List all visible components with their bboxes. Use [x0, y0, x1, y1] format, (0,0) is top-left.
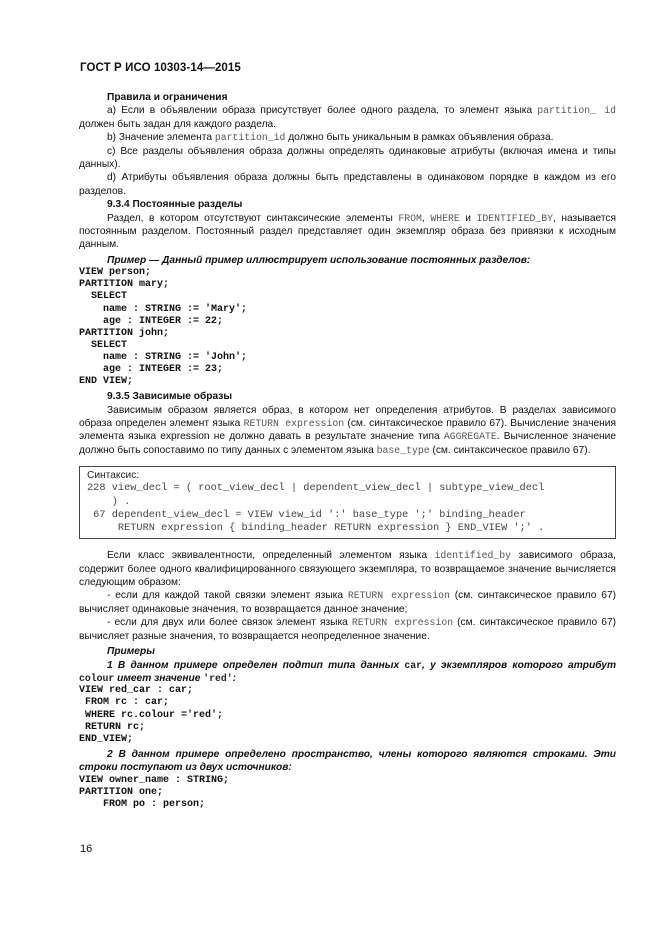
equivalence-text: Если класс эквивалентности, определенный элементом языка identified_by зависимого образа, содержит более одного квалифицированного связующего экземпляра, то возвращаемое значение вычисляется следующим образом: [79, 550, 616, 589]
example-1-caption: 1 В данном примере определен подтип типа данных car, у экземпляров которого атрибут colour имеет значение 'red': [79, 659, 616, 684]
examples-title: Примеры [107, 646, 155, 658]
bullet-same-values: - если для каждой такой связки элемент языка RETURN expression (см. синтаксическое правило 67) вычисляет одинаковые значения, то возвращается данное значение; [79, 590, 616, 615]
syntax-line: 67 dependent_view_decl = VIEW view_id ':' base_type ';' binding_header [87, 508, 526, 521]
syntax-box [79, 466, 616, 539]
page-content [79, 91, 616, 811]
bullet-different-values: - если для двух или более связок элемент языка RETURN expression (см. синтаксическое правило 67) вычисляет разные значения, то возвращается неопределенное значение. [79, 617, 617, 642]
code-example-owner-name: VIEW owner_name : STRING; PARTITION one; FROM po : person; [79, 774, 230, 810]
rule-c: c) Все разделы объявления образа должны определять одинаковые атрибуты (включая имена и типы данных). [79, 145, 616, 171]
syntax-line: ) . [87, 495, 131, 508]
rule-a: a) Если в объявлении образа присутствует более одного раздела, то элемент языка partition_ id должен быть задан для каждого раздела. [79, 105, 616, 130]
example-2-caption: 2 В данном примере определено пространство, члены которого являются строками. Эти строки поступают из двух источников: [79, 748, 616, 774]
syntax-line: RETURN expression { binding_header RETURN expression } END_VIEW ';' . [87, 522, 545, 535]
code-example-persistent: VIEW person; PARTITION mary; SELECT name : STRING := 'Mary'; age : INTEGER := 22; PARTITION john; SELECT name : STRING := 'John'; age : INTEGER := 23; END VIEW; [79, 267, 248, 388]
syntax-label: Синтаксис: [87, 470, 140, 482]
rule-d: d) Атрибуты объявления образа должны быть представлены в одинаковом порядке в каждом из его разделов. [79, 172, 616, 197]
syntax-line: 228 view_decl = ( root_view_decl | dependent_view_decl | subtype_view_decl [87, 482, 545, 495]
example-caption: Пример — Данный пример иллюстрирует использование постоянных разделов: [107, 254, 531, 266]
page-header: ГОСТ Р ИСО 10303-14—2015 [80, 62, 241, 74]
section-935-heading: 9.3.5 Зависимые образы [107, 391, 233, 403]
section-934-heading: 9.3.4 Постоянные разделы [107, 199, 243, 211]
section-934-text: Раздел, в котором отсутствуют синтаксические элементы FROM, WHERE и IDENTIFIED_BY, называется постоянным разделом. Постоянный раздел представляет один экземпляр образа без привязки к исходным данным. [79, 212, 616, 251]
rules-title: Правила и ограничения [107, 92, 228, 103]
rule-b: b) Значение элемента partition_id должно быть уникальным в рамках объявления образа. [107, 132, 554, 144]
page-number: 16 [80, 843, 93, 855]
section-935-text: Зависимым образом является образ, в котором нет определения атрибутов. В разделах зависимого образа определен элемент языка RETURN expression (см. синтаксическое правило 67). Вычисление значения элемента языка expression не должно давать в результате значение типа AGGREGATE. Вычисленное значение должно быть сопоставимо по типу данных с элементом языка base_type (см. синтаксическое правило 67). [79, 404, 617, 456]
code-example-red-car: VIEW red_car : car; FROM rc : car; WHERE rc.colour ='red'; RETURN rc; END_VIEW; [79, 685, 224, 745]
